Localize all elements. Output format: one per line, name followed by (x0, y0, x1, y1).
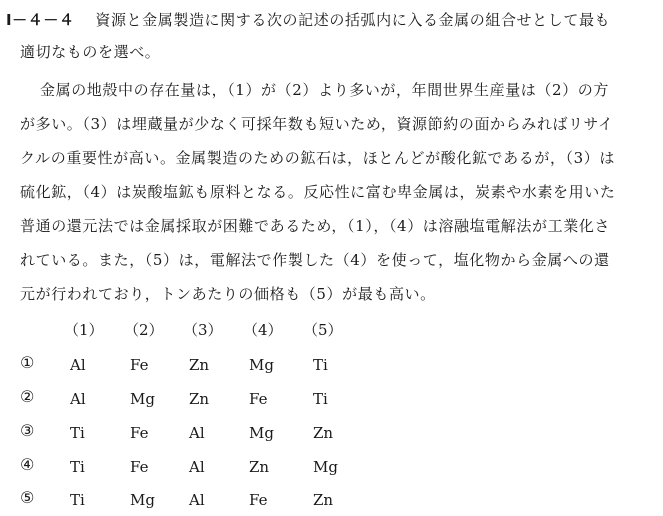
choice-number: ③ (20, 421, 35, 440)
choice-cell: Fe (130, 424, 149, 442)
choice-cell: Al (189, 491, 205, 509)
choice-cell: Al (70, 356, 86, 374)
header-col-5: （5） (303, 321, 343, 339)
choice-cell: Fe (249, 390, 268, 408)
choice-cell: Ti (70, 491, 85, 509)
choice-cell: Mg (249, 424, 274, 442)
passage-line-7: 元が行われており，トンあたりの価格も（5）が最も高い。 (20, 285, 436, 303)
choice-number: ① (20, 353, 35, 372)
choice-cell: Ti (313, 356, 328, 374)
header-col-3: （3） (183, 321, 223, 339)
choice-cell: Mg (130, 491, 155, 509)
choice-cell: Al (70, 390, 86, 408)
choice-cell: Mg (313, 458, 338, 476)
choice-cell: Ti (70, 424, 85, 442)
question-stem-line-2: 適切なものを選べ。 (20, 43, 161, 61)
choice-cell: Mg (249, 356, 274, 374)
passage-line-4: 硫化鉱，（4）は炭酸塩鉱も原料となる。反応性に富む卑金属は，炭素や水素を用いた (20, 183, 616, 201)
choice-cell: Zn (189, 390, 210, 408)
choice-cell: Zn (249, 458, 270, 476)
choice-cell: Zn (313, 424, 334, 442)
choice-cell: Fe (130, 356, 149, 374)
choice-number: ⑤ (20, 488, 35, 507)
passage-line-2: が多い。（3）は埋蔵量が少なく可採年数も短いため，資源節約の面からみればリサイ (20, 115, 614, 133)
question-stem-line-1: 資源と金属製造に関する次の記述の括弧内に入る金属の組合せとして最も (95, 11, 611, 29)
choice-cell: Mg (130, 390, 155, 408)
question-number: Ⅰ－４－４ (6, 11, 75, 29)
choice-cell: Fe (130, 458, 149, 476)
passage-line-5: 普通の還元法では金属採取が困難であるため，（1），（4）は溶融塩電解法が工業化さ (20, 217, 610, 235)
choice-cell: Ti (70, 458, 85, 476)
choice-cell: Ti (313, 390, 328, 408)
header-col-1: （1） (64, 321, 104, 339)
choice-cell: Fe (249, 491, 268, 509)
passage-line-6: れている。また，（5）は，電解法で作製した（4）を使って，塩化物から金属への還 (20, 251, 610, 269)
choice-number: ② (20, 387, 35, 406)
choice-cell: Al (189, 424, 205, 442)
header-col-4: （4） (243, 321, 283, 339)
choice-cell: Zn (189, 356, 210, 374)
choice-cell: Zn (313, 491, 334, 509)
choice-cell: Al (189, 458, 205, 476)
passage-line-3: クルの重要性が高い。金属製造のための鉱石は，ほとんどが酸化鉱であるが，（3）は (20, 149, 615, 167)
choice-number: ④ (20, 455, 35, 474)
passage-line-1: 金属の地殻中の存在量は，（1）が（2）より多いが，年間世界生産量は（2）の方 (40, 81, 609, 99)
question-heading (6, 10, 610, 30)
header-col-2: （2） (124, 321, 164, 339)
